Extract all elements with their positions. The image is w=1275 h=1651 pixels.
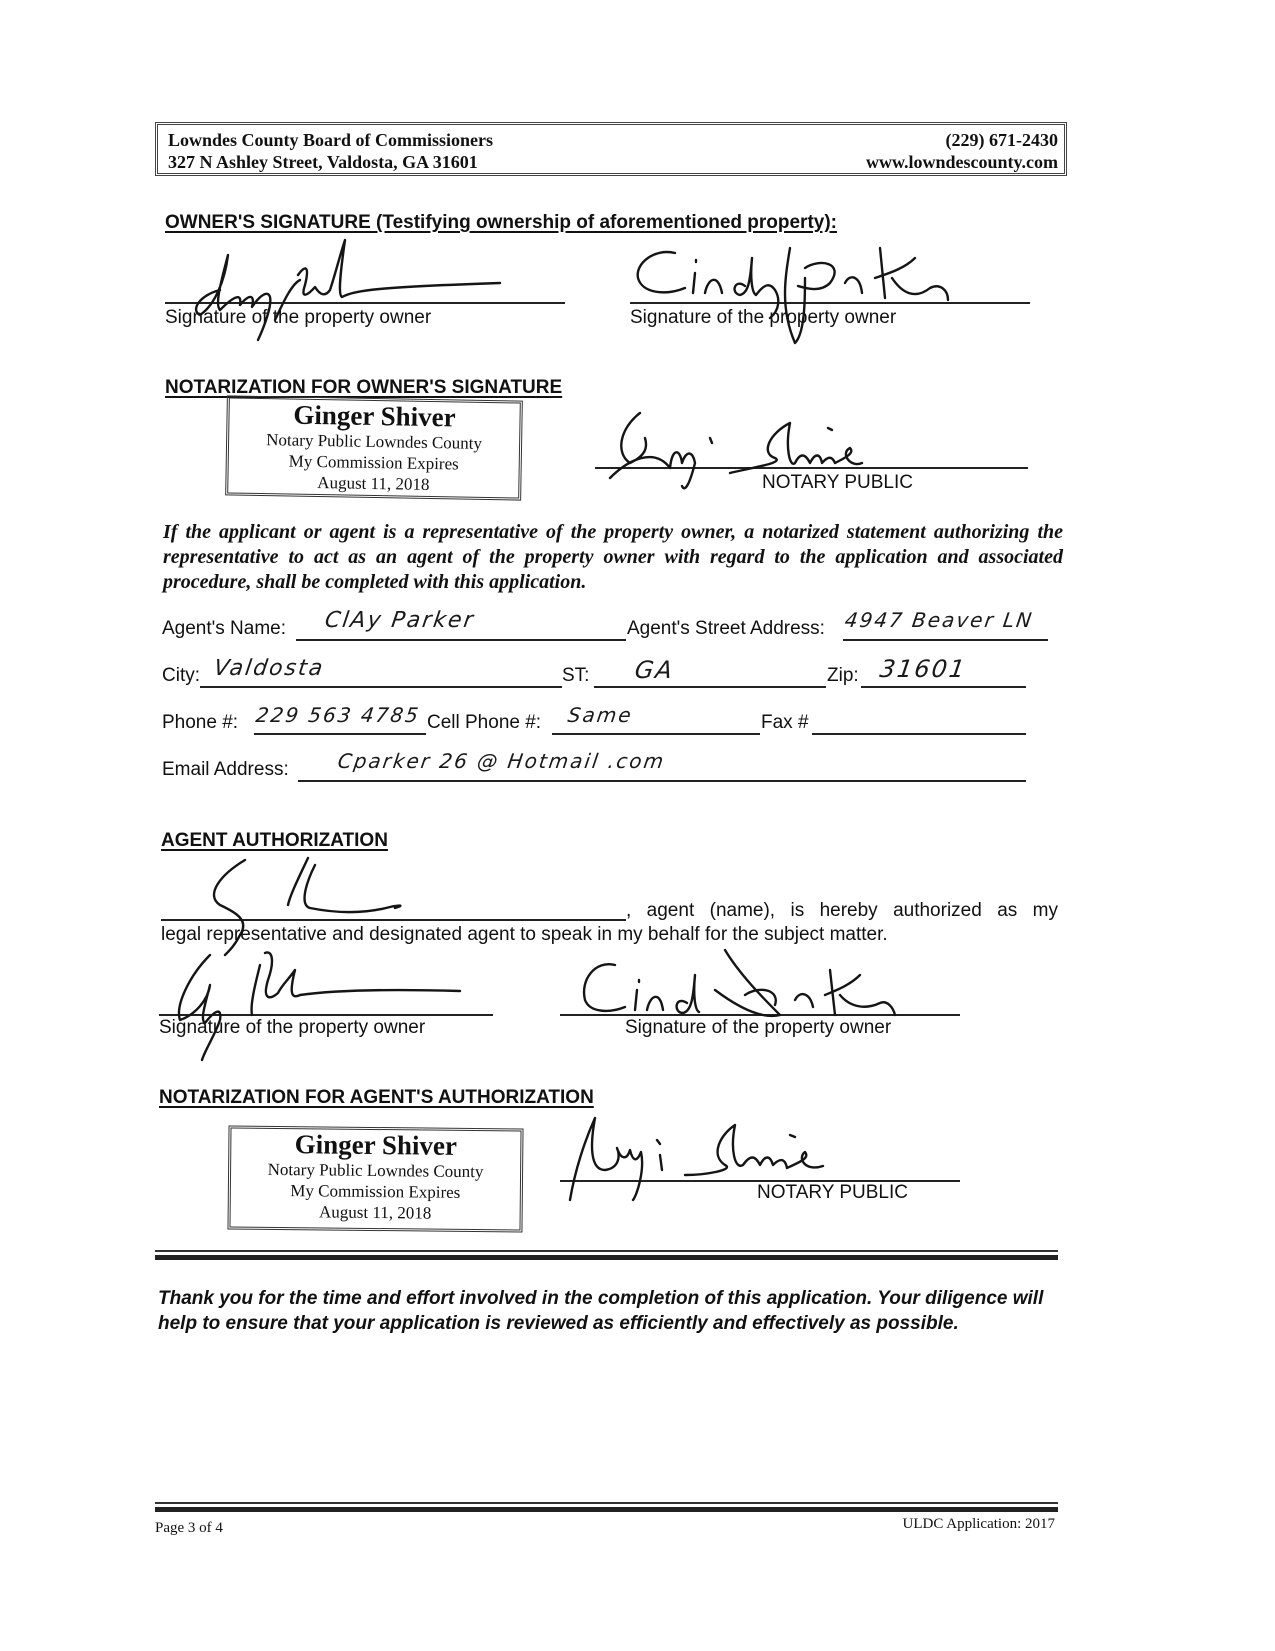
email-field[interactable]: [298, 780, 1026, 782]
owner-signature-caption-left: Signature of the property owner: [165, 307, 432, 328]
section-divider-thin: [155, 1250, 1058, 1252]
notary-stamp-expiry-date: August 11, 2018: [317, 473, 430, 494]
footer-divider-thick: [155, 1507, 1058, 1512]
agent-name-label: Agent's Name:: [162, 618, 287, 639]
phone-label: Phone #:: [162, 712, 239, 733]
clay-parker-second-signature-icon: [160, 945, 480, 1065]
footer-divider-thin: [155, 1502, 1058, 1504]
agent-notarization-heading: NOTARIZATION FOR AGENT'S AUTHORIZATION: [159, 1087, 594, 1108]
zip-label: Zip:: [827, 665, 859, 686]
fax-field[interactable]: [812, 733, 1026, 735]
agent-authorization-heading: AGENT AUTHORIZATION: [161, 830, 388, 851]
representative-notice: If the applicant or agent is a representative of the property owner, a notarized statement authorizing the representative to act as an agent of the property owner with regard to the application and associated procedure, shall be completed with this application.: [163, 521, 1063, 593]
ginger-shiver-signature-icon: [600, 408, 900, 498]
agent-street-field[interactable]: [843, 639, 1048, 641]
notary-stamp-county: Notary Public Lowndes County: [266, 430, 483, 453]
zip-field[interactable]: [861, 686, 1026, 688]
state-value: GA: [633, 656, 676, 684]
cindy-parker-signature-icon: [630, 238, 970, 348]
org-address: 327 N Ashley Street, Valdosta, GA 31601: [168, 152, 478, 172]
agent-street-label: Agent's Street Address:: [627, 618, 825, 639]
notary-stamp-expires-label: My Commission Expires: [288, 451, 459, 474]
cell-phone-label: Cell Phone #:: [427, 712, 542, 733]
notary-stamp-expires-label: My Commission Expires: [290, 1181, 461, 1202]
state-label: ST:: [562, 665, 590, 686]
agent-owner-caption-left: Signature of the property owner: [159, 1017, 426, 1038]
zip-value: 31601: [878, 655, 969, 683]
owner-notary-stamp: [225, 395, 523, 500]
phone-value: 229 563 4785: [254, 703, 422, 727]
state-field[interactable]: [594, 686, 826, 688]
authorization-statement-line1: , agent (name), is hereby authorized as my: [626, 900, 1058, 921]
notary-stamp-expiry-date: August 11, 2018: [318, 1202, 432, 1223]
closing-message: Thank you for the time and effort involved in the completion of this application. Your diligence will help to ensure that your application is reviewed as efficiently and effectively as possible.: [158, 1288, 1044, 1334]
agent-street-value: 4947 Beaver LN: [843, 608, 1036, 632]
notary-stamp-name: Ginger Shiver: [294, 1129, 458, 1161]
org-phone: (229) 671-2430: [945, 130, 1058, 150]
phone-field[interactable]: [254, 733, 426, 735]
city-value: Valdosta: [212, 656, 326, 681]
owner-signature-heading: OWNER'S SIGNATURE (Testifying ownership of aforementioned property):: [165, 212, 838, 233]
notary-stamp-county: Notary Public Lowndes County: [267, 1159, 484, 1182]
agent-owner-caption-right: Signature of the property owner: [625, 1017, 892, 1038]
owner-notarization-heading: NOTARIZATION FOR OWNER'S SIGNATURE: [165, 377, 563, 398]
owner-notary-caption: NOTARY PUBLIC: [762, 472, 913, 493]
cell-phone-field[interactable]: [552, 733, 760, 735]
agent-name-value: ClAy Parker: [323, 608, 477, 633]
section-divider-thick: [155, 1255, 1058, 1260]
clay-parker-signature-icon: [180, 235, 520, 345]
ginger-shiver-second-signature-icon: [565, 1110, 905, 1210]
owner-signature-caption-right: Signature of the property owner: [630, 307, 897, 328]
agent-notary-caption: NOTARY PUBLIC: [757, 1182, 908, 1203]
authorization-statement-line2: legal representative and designated agent to speak in my behalf for the subject matter.: [161, 924, 888, 945]
form-identifier: ULDC Application: 2017: [902, 1516, 1055, 1532]
notary-stamp-name: Ginger Shiver: [293, 399, 456, 433]
email-value: Cparker 26 @ Hotmail .com: [336, 749, 667, 773]
org-name: Lowndes County Board of Commissioners: [168, 130, 494, 150]
cell-phone-value: Same: [566, 703, 635, 727]
letterhead: [155, 122, 1067, 176]
email-label: Email Address:: [162, 759, 289, 780]
agent-notary-stamp: [227, 1125, 523, 1232]
page-number: Page 3 of 4: [155, 1520, 223, 1536]
agent-name-field[interactable]: [296, 639, 626, 641]
org-website: www.lowndescounty.com: [865, 152, 1058, 172]
fax-label: Fax #: [761, 712, 809, 733]
cindy-parker-second-signature-icon: [575, 945, 915, 1045]
city-field[interactable]: [200, 686, 562, 688]
city-label: City:: [162, 665, 200, 686]
